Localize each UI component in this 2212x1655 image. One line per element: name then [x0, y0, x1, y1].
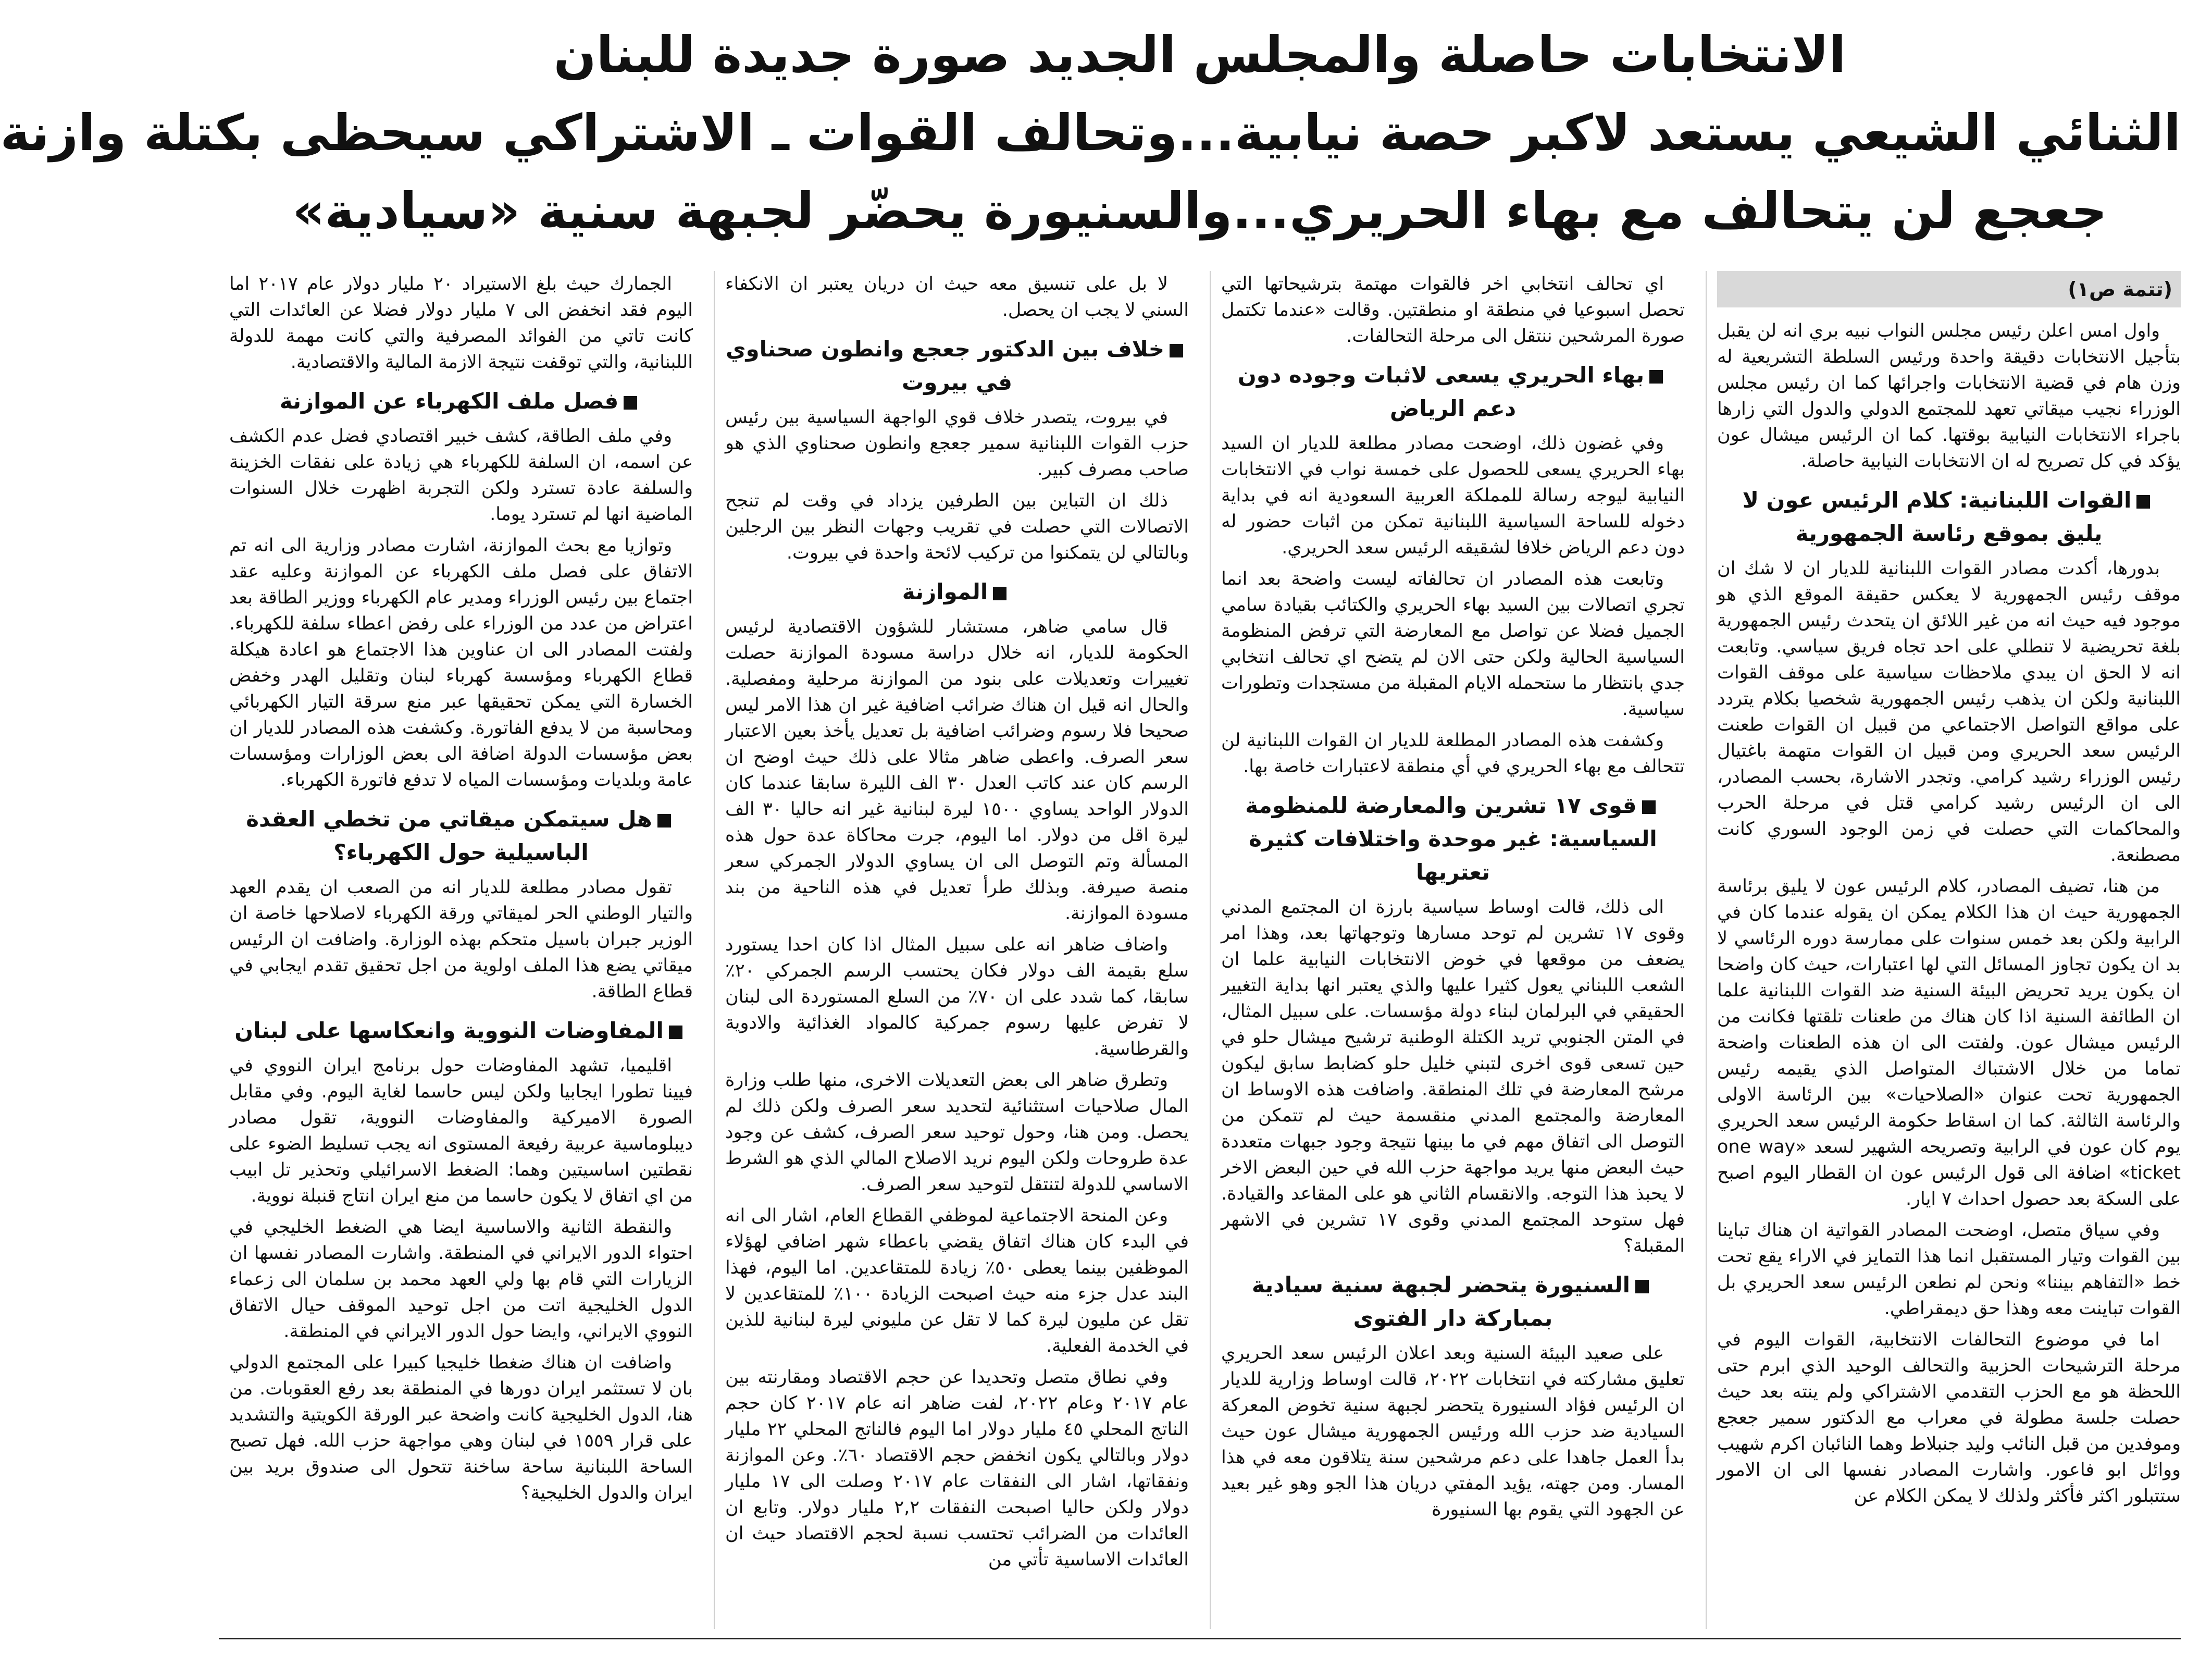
bottom-divider [219, 1638, 2181, 1639]
paragraph: وفي غضون ذلك، اوضحت مصادر مطلعة للديار ان السيد بهاء الحريري يسعى للحصول على خمسة نواب في الانتخابات النيابية ليوجه رسالة للمملكة العربية السعودية انه في بداية دخوله للساحة السياسية اللبنانية تمكن من اثبات حضور له دون دعم الرياض خلافا لشقيقه الرئيس سعد الحريري. [1221, 433, 1685, 558]
paragraph: من هنا، تضيف المصادر، كلام الرئيس عون لا يليق برئاسة الجمهورية حيث ان هذا الكلام يمكن ان يقوله عندما كان في الرابية ولكن بعد خمس سنوات على ممارسة دوره الرئاسي لا بد ان يكون تجاوز المسائل التي لها اعتبارات، حيث كان واضحا ان يكون يريد تحريض البيئة السنية ضد القوات اللبنانية علما ان الطائفة السنية اذا كان هناك من طعنات تلقتها فكانت من الرئيس ميشال عون. ولفتت الى ان هذه الطعنات واضحة تماما من خلال الاشتباك المتواصل الذي يقيمه رئيس الجمهورية تحت عنوان «الصلاحيات» بين الرئاسة الاولى والرئاسة الثالثة. كما ان اسقاط حكومة الرئيس سعد الحريري يوم كان عون في الرابية وتصريحه الشهير لسعد «one way ticket» اضافة الى قول الرئيس عون ان القطار اليوم اصبح على السكة بعد حصول احداث ٧ ايار. [1717, 876, 2181, 1209]
subheading: هل سيتمكن ميقاتي من تخطي العقدة الباسيلية حول الكهرباء؟ [229, 802, 693, 869]
paragraph: اي تحالف انتخابي اخر فالقوات مهتمة بترشيحاتها التي تحصل اسبوعيا في منطقة او منطقتين. وقالت «عندما تكتمل صورة المرشحين ننتقل الى مرحلة التحالفات. [1221, 274, 1685, 347]
subheading: المفاوضات النووية وانعكاسها على لبنان [229, 1014, 693, 1047]
subheading: خلاف بين الدكتور جعجع وانطون صحناوي في بيروت [725, 332, 1189, 399]
paragraph: بدورها، أكدت مصادر القوات اللبنانية للديار ان لا شك ان موقف رئيس الجمهورية لا يعكس حقيقة الموقع الذي هو موجود فيه حيث انه من غير اللائق ان يتحدث رئيس الجمهورية بلغة تحريضية لا تنطلي على احد تجاه فريق سياسي. وتابعت انه لا الحق ان يبدي ملاحظات سياسية على موقف القوات اللبنانية ولكن ان يذهب رئيس الجمهورية شخصيا بكلام يتردد على مواقع التواصل الاجتماعي من قبيل ان القوات طعنت الرئيس سعد الحريري ومن قبيل ان القوات متهمة باغتيال رئيس الوزراء رشيد كرامي. وتجدر الاشارة، بحسب المصادر، الى ان الرئيس رشيد كرامي قتل في مرحلة الحرب والمحاكمات التي حصلت في زمن الوجود السوري كانت مصطنعة. [1717, 558, 2181, 866]
column-4 [219, 271, 693, 1629]
column-1 [1706, 271, 2181, 1629]
paragraph: وفي ملف الطاقة، كشف خبير اقتصادي فضل عدم الكشف عن اسمه، ان السلفة للكهرباء هي زيادة على نفقات الخزينة والسلفة عادة تسترد ولكن التجربة اظهرت خلال السنوات الماضية انها لم تسترد يوما. [229, 426, 693, 525]
paragraph: وعن المنحة الاجتماعية لموظفي القطاع العام، اشار الى انه في البدء كان هناك اتفاق يقضي باعطاء شهر اضافي لهؤلاء الموظفين بينما يعطى ٥٠٪ زيادة للمتقاعدين. اما اليوم، فهذا البند عدل جزء منه حيث اصبحت الزيادة ١٠٠٪ للمتقاعدين لا تقل عن مليون ليرة كما لا تقل عن مليوني ليرة لبنانية للذين في الخدمة الفعلية. [725, 1205, 1189, 1356]
square-bullet-icon [1635, 1280, 1649, 1293]
subheading: السنيورة يتحضر لجبهة سنية سيادية بمباركة دار الفتوى [1221, 1268, 1685, 1335]
paragraph: اما في موضوع التحالفات الانتخابية، القوات اليوم في مرحلة الترشيحات الحزبية والتحالف الوحيد الذي ابرم حتى اللحظة هو مع الحزب التقدمي الاشتراكي ولم ينته بعد حيث حصلت جلسة مطولة في معراب مع الدكتور سمير جعجع وموفدين من قبل النائب وليد جنبلاط وهما النائبان اكرم شهيب ووائل ابو فاعور. واشارت المصادر نفسها الى ان الامور ستتبلور اكثر فأكثر ولذلك لا يمكن الكلام عن [1717, 1329, 2181, 1506]
subheading: القوات اللبنانية: كلام الرئيس عون لا يليق بموقع رئاسة الجمهورية [1717, 484, 2181, 550]
paragraph: واول امس اعلن رئيس مجلس النواب نبيه بري انه لن يقبل بتأجيل الانتخابات دقيقة واحدة ورئيس السلطة التشريعية له وزن هام في قضية الانتخابات واجرائها كما ان رئيس مجلس الوزراء نجيب ميقاتي تعهد للمجتمع الدولي والدول التي زارها باجراء الانتخابات النيابية بوقتها. كما ان الرئيس ميشال عون يؤكد في كل تصريح له ان الانتخابات النيابية حاصلة. [1717, 320, 2181, 472]
subheading: بهاء الحريري يسعى لاثبات وجوده دون دعم الرياض [1221, 359, 1685, 425]
paragraph: قال سامي ضاهر، مستشار للشؤون الاقتصادية لرئيس الحكومة للديار، انه خلال دراسة مسودة الموازنة حصلت تغييرات وتعديلات على بنود من الموازنة مرحلية ومفصلية. والحال انه قيل ان هناك ضرائب اضافية غير ان هذا الامر ليس صحيحا فلا رسوم وضرائب اضافية بل تعديل يأخذ بعين الاعتبار سعر الصرف. واعطى ضاهر مثالا على ذلك حيث اوضح ان الرسم كان عند كاتب العدل ٣٠ الف الليرة سابقا عندما كان الدولار الواحد يساوي ١٥٠٠ ليرة لبنانية غير انه حاليا ٣٠ الف ليرة اقل من دولار. اما اليوم، جرت محاكاة عدة حول هذه المسألة وتم التوصل الى ان يساوي الدولار الجمركي سعر منصة صيرفة. وبذلك طرأ تعديل في هذه الناحية من بند مسودة الموازنة. [725, 616, 1189, 924]
paragraph: ذلك ان التباين بين الطرفين يزداد في وقت لم تنجح الاتصالات التي حصلت في تقريب وجهات النظر بين الرجلين وبالتالي لن يتمكنوا من تركيب لائحة واحدة في بيروت. [725, 490, 1189, 563]
square-bullet-icon [669, 1026, 682, 1039]
square-bullet-icon [624, 396, 637, 410]
paragraph: وفي نطاق متصل وتحديدا عن حجم الاقتصاد ومقارنته بين عام ٢٠١٧ وعام ٢٠٢٢، لفت ضاهر انه عام ٢٠١٧ كان حجم الناتج المحلي ٤٥ مليار دولار اما اليوم فالناتج المحلي ٢٢ مليار دولار وبالتالي يكون انخفض حجم الاقتصاد ٦٠٪. وعن الموازنة ونفقاتها، اشار الى النفقات عام ٢٠١٧ وصلت الى ١٧ مليار دولار ولكن حاليا اصبحت النفقات ٢,٢ مليار دولار. وتابع ان العائدات من الضرائب تحتسب نسبة لحجم الاقتصاد حيث ان العائدات الاساسية تأتي من [725, 1367, 1189, 1570]
subheading: فصل ملف الكهرباء عن الموازنة [229, 385, 693, 418]
square-bullet-icon [1649, 370, 1663, 384]
headline-line-1: الانتخابات حاصلة والمجلس الجديد صورة جديدة للبنان [553, 26, 1846, 84]
paragraph: وفي سياق متصل، اوضحت المصادر القواتية ان هناك تباينا بين القوات وتيار المستقبل انما هذا التمايز في الاراء يقع تحت خط «التفاهم بيننا» ونحن لم نطعن الرئيس سعد الحريري بل القوات تباينت معه وهذا حق ديمقراطي. [1717, 1220, 2181, 1319]
paragraph: وتوازيا مع بحث الموازنة، اشارت مصادر وزارية الى انه تم الاتفاق على فصل ملف الكهرباء عن الموازنة وعليه عقد اجتماع بين رئيس الوزراء ومدير عام الكهرباء ووزير الطاقة بعد اعتراض من عدد من الوزراء على رفض اعطاء سلفة للكهرباء. ولفتت المصادر الى ان عناوين هذا الاجتماع هو اعادة هيكلة قطاع الكهرباء ومؤسسة كهرباء لبنان وتقليل الهدر وخفض الخسارة التي يمكن تحقيقها عبر منع سرقة التيار الكهربائي ومحاسبة من لا يدفع الفاتورة. وكشفت هذه المصادر للديار ان بعض مؤسسات الدولة اضافة الى بعض الوزارات ومؤسسات عامة وبلديات ومؤسسات المياه لا تدفع فاتورة الكهرباء. [229, 535, 693, 791]
paragraph: وكشفت هذه المصادر المطلعة للديار ان القوات اللبنانية لن تتحالف مع بهاء الحريري في أي منطقة لاعتبارات خاصة بها. [1221, 730, 1685, 777]
paragraph: الى ذلك، قالت اوساط سياسية بارزة ان المجتمع المدني وقوى ١٧ تشرين لم توحد مسارها وتوجهاتها بعد، وهذا امر يضعف من موقعها في خوض الانتخابات النيابية علما ان الشعب اللبناني يعول كثيرا عليها والذي يعتبر انها بداية التغيير الحقيقي في البرلمان لبناء دولة مؤسسات. على سبيل المثال، في المتن الجنوبي تريد الكتلة الوطنية ترشيح ميشال حلو في حين تسعى قوى اخرى لتبني خليل حلو كضابط سابق ليكون مرشح المعارضة في تلك المنطقة. واضافت هذه الاوساط ان المعارضة والمجتمع المدني منقسمة حيث لم تتمكن من التوصل الى اتفاق مهم في ما بينها نتيجة وجود جبهات متعددة حيث البعض منها يريد مواجهة حزب الله في حين البعض الاخر لا يحبذ هذا التوجه. والانقسام الثاني هو على المقاعد والقيادة. فهل ستوحد المجتمع المدني وقوى ١٧ تشرين في الاشهر المقبلة؟ [1221, 897, 1685, 1256]
paragraph: وتطرق ضاهر الى بعض التعديلات الاخرى، منها طلب وزارة المال صلاحيات استثنائية لتحديد سعر الصرف ولكن ذلك لم يحصل. ومن هنا، وحول توحيد سعر الصرف، كشف عن وجود عدة طروحات ولكن اليوم نريد الاصلاح المالي الذي هو الشرط الاساسي للدولة لتنتقل لتوحيد سعر الصرف. [725, 1070, 1189, 1195]
continuation-label: (تتمة ص١) [1717, 271, 2181, 307]
paragraph: الجمارك حيث بلغ الاستيراد ٢٠ مليار دولار عام ٢٠١٧ اما اليوم فقد انخفض الى ٧ مليار دولار فضلا عن العائدات التي كانت تاتي من الفوائد المصرفية والتي كانت مهمة للدولة اللبنانية، والتي توقفت نتيجة الازمة المالية والاقتصادية. [229, 274, 693, 373]
subheading: قوى ١٧ تشرين والمعارضة للمنظومة السياسية: غير موحدة واختلافات كثيرة تعتريها [1245, 793, 1657, 885]
paragraph: اقليميا، تشهد المفاوضات حول برنامج ايران النووي في فيينا تطورا ايجابيا ولكن ليس حاسما لغاية اليوم. وفي مقابل الصورة الاميركية والمفاوضات النووية، تقول مصادر ديبلوماسية عربية رفيعة المستوى انه يجب تسليط الضوء على نقطتين اساسيتين وهما: الضغط الاسرائيلي وتحذير تل ابيب من اي اتفاق لا يكون حاسما من منع ايران انتاج قنبلة نووية. [229, 1055, 693, 1206]
column-2 [1210, 271, 1685, 1629]
headline [0, 16, 2181, 255]
article-columns [219, 271, 2181, 1629]
square-bullet-icon [1642, 800, 1656, 814]
square-bullet-icon [657, 814, 671, 828]
paragraph: على صعيد البيئة السنية وبعد اعلان الرئيس سعد الحريري تعليق مشاركته في انتخابات ٢٠٢٢، قالت اوساط وزارية للديار ان الرئيس فؤاد السنيورة يتحضر لجبهة سنية تخوض المعركة السيادية ضد حزب الله ورئيس الجمهورية ميشال عون حيث بدأ العمل جاهدا على دعم مرشحين سنة يتلاقون معه في هذا المسار. ومن جهته، يؤيد المفتي دريان هذا الجو وهو غير بعيد عن الجهود التي يقوم بها السنيورة [1221, 1343, 1685, 1520]
paragraph: واضافت ان هناك ضغطا خليجيا كبيرا على المجتمع الدولي بان لا تستثمر ايران دورها في المنطقة بعد رفع العقوبات. من هنا، الدول الخليجية كانت واضحة عبر الورقة الكويتية والتشديد على قرار ١٥٥٩ في لبنان وهي مواجهة حزب الله. فهل تصبح الساحة اللبنانية ساحة ساخنة تتحول الى صندوق بريد بين ايران والدول الخليجية؟ [229, 1352, 693, 1503]
paragraph: والنقطة الثانية والاساسية ايضا هي الضغط الخليجي في احتواء الدور الايراني في المنطقة. واشارت المصادر نفسها ان الزيارات التي قام بها ولي العهد محمد بن سلمان الى زعماء الدول الخليجية اتت من اجل توحيد الموقف حيال الاتفاق النووي الايراني، وايضا حول الدور الايراني في المنطقة. [229, 1217, 693, 1342]
paragraph: في بيروت، يتصدر خلاف قوي الواجهة السياسية بين رئيس حزب القوات اللبنانية سمير جعجع وانطون صحناوي الذي هو صاحب مصرف كبير. [725, 407, 1189, 480]
subheading: الموازنة [725, 575, 1189, 609]
column-3 [714, 271, 1189, 1629]
paragraph: واضاف ضاهر انه على سبيل المثال اذا كان احدا يستورد سلع بقيمة الف دولار فكان يحتسب الرسم الجمركي ٢٠٪ سابقا، كما شدد على ان ٧٠٪ من السلع المستوردة الى لبنان لا تفرض عليها رسوم جمركية كالمواد الغذائية والادوية والقرطاسية. [725, 934, 1189, 1059]
square-bullet-icon [993, 587, 1006, 600]
headline-line-3: جعجع لن يتحالف مع بهاء الحريري...والسنيورة يحضّر لجبهة سنية «سيادية» [292, 182, 2107, 240]
square-bullet-icon [1170, 344, 1183, 357]
paragraph: وتابعت هذه المصادر ان تحالفاته ليست واضحة بعد انما تجري اتصالات بين السيد بهاء الحريري والكتائب بقيادة سامي الجميل فضلا عن تواصل مع المعارضة التي ترفض المنظومة السياسية الحالية ولكن حتى الان لم يتضح اي تحالف انتخابي جدي بانتظار ما ستحمله الايام المقبلة من مستجدات وتطورات سياسية. [1221, 569, 1685, 720]
headline-line-2: الثنائي الشيعي يستعد لاكبر حصة نيابية...وتحالف القوات ـ الاشتراكي سيحظى بكتلة وازنة [0, 104, 2181, 162]
paragraph: لا بل على تنسيق معه حيث ان دريان يعتبر ان الانكفاء السني لا يجب ان يحصل. [725, 274, 1189, 320]
paragraph: تقول مصادر مطلعة للديار انه من الصعب ان يقدم العهد والتيار الوطني الحر لميقاتي ورقة الكهرباء لاصلاحها خاصة ان الوزير جبران باسيل متحكم بهذه الوزارة. واضافت ان الرئيس ميقاتي يضع هذا الملف اولوية من اجل تحقيق تقدم ايجابي في قطاع الطاقة. [229, 877, 693, 1002]
square-bullet-icon [2136, 495, 2150, 509]
